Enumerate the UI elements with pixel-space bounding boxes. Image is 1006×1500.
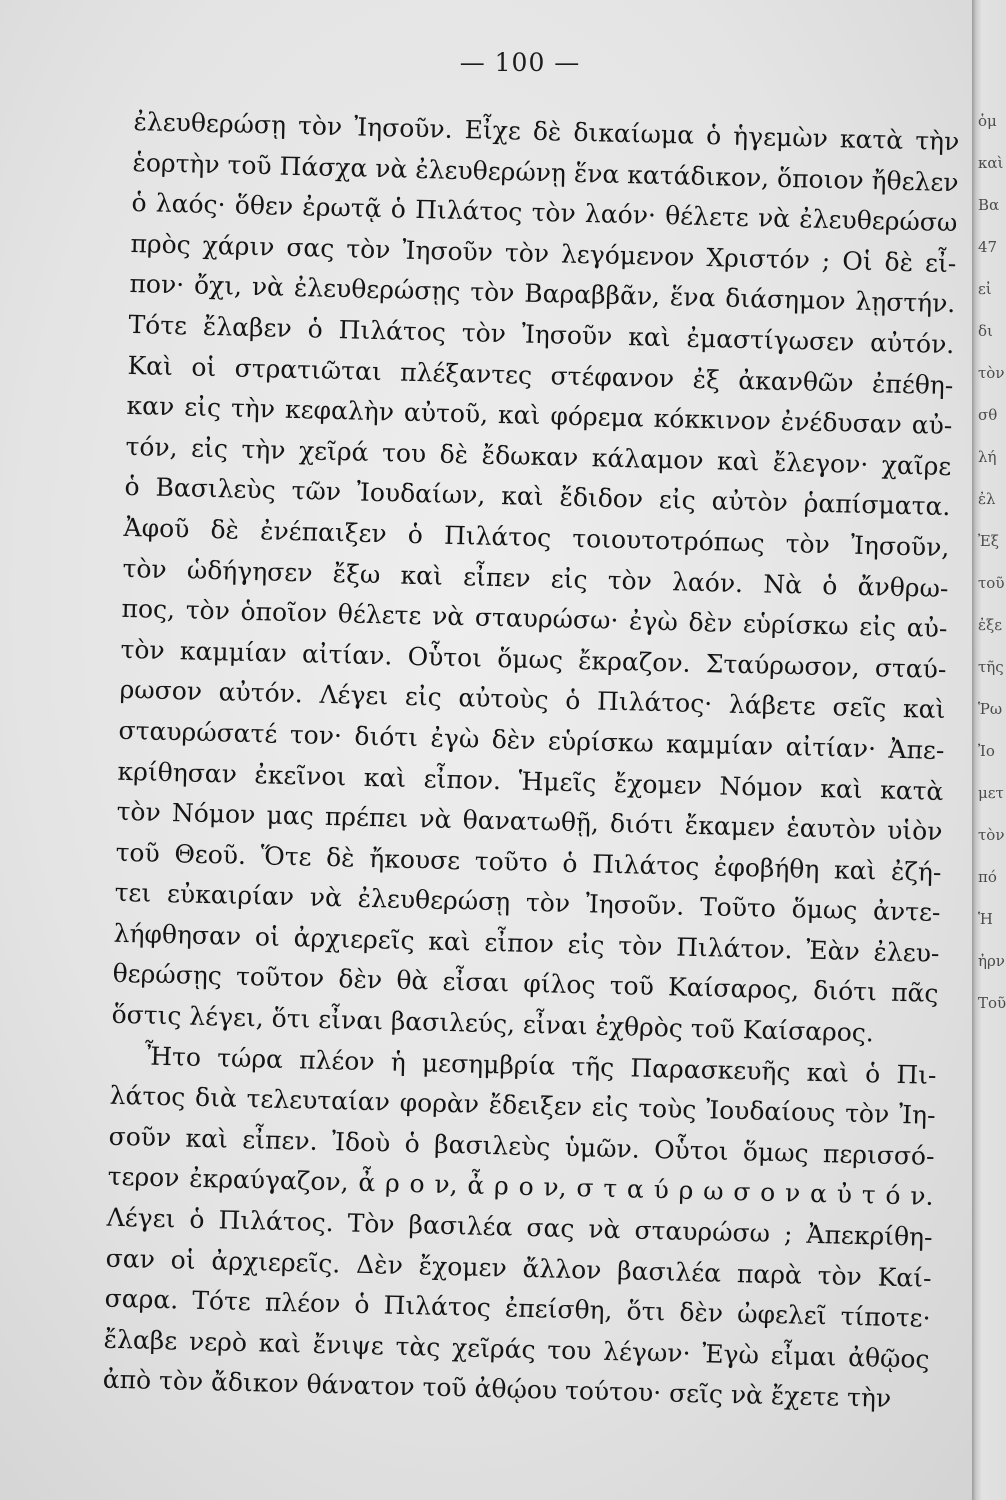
text-line: σταυρώσατέ τον· διότι ἐγὼ δὲν εὑρίσκω καμμίαν αἰτίαν· Ἀπε- <box>118 715 945 765</box>
text-line: Ἀφοῦ δὲ ἐνέπαιξεν ὁ Πιλάτος τοιουτοτρόπως τὸν Ἰησοῦν, <box>123 512 950 562</box>
text-line: Ἦτο τώρα πλέον ἡ μεσημβρία τῆς Παρασκευῆς καὶ ὁ Πι- <box>144 1041 937 1090</box>
adjacent-page-fragment: ἐλ <box>978 490 996 508</box>
text-line: ὁ Βασιλεὺς τῶν Ἰουδαίων, καὶ ἔδιδον εἰς αὐτὸν ῥαπίσματα. <box>124 472 951 522</box>
text-line: τὸν Νόμον μας πρέπει νὰ θανατωθῇ, διότι ἔκαμεν ἑαυτὸν υἱὸν <box>116 796 943 847</box>
adjacent-page-fragment: ἐξε <box>978 616 1003 634</box>
adjacent-page-fragment: ὁμ <box>978 112 997 130</box>
text-line: θερώσῃς τοῦτον δὲν θὰ εἶσαι φίλος τοῦ Καίσαρος, διότι πᾶς <box>112 959 939 1009</box>
text-line: πον· ὄχι, νὰ ἐλευθερώσῃς τὸν Βαραββᾶν, ἕνα διάσημον λῃστήν. <box>129 269 956 319</box>
text-line: Τότε ἔλαβεν ὁ Πιλάτος τὸν Ἰησοῦν καὶ ἐμαστίγωσεν αὐτόν. <box>128 309 955 360</box>
adjacent-page-fragment: Ἰο <box>978 742 995 760</box>
adjacent-page-fragment: ἠρν <box>978 952 1005 970</box>
text-line: καν εἰς τὴν κεφαλὴν αὐτοῦ, καὶ φόρεμα κόκκινον ἐνέδυσαν αὐ- <box>126 391 953 441</box>
text-line: ἔλαβε νερὸ καὶ ἔνιψε τὰς χεῖράς του λέγων· Ἐγὼ εἶμαι ἀθῷος <box>103 1324 930 1374</box>
text-line: Λέγει ὁ Πιλάτος. Τὸν βασιλέα σας νὰ σταυρώσω ; Ἀπεκρίθη- <box>106 1202 933 1252</box>
text-line: πρὸς χάριν σας τὸν Ἰησοῦν τὸν λεγόμενον Χριστόν ; Οἱ δὲ εἶ- <box>130 228 957 278</box>
page-number: — 100 — <box>459 48 581 77</box>
adjacent-page-fragment: Ἐξ <box>978 532 1000 550</box>
adjacent-page-fragment: τοῦ <box>978 574 1005 592</box>
text-line: κρίθησαν ἐκεῖνοι καὶ εἶπον. Ἡμεῖς ἔχομεν Νόμον καὶ κατὰ <box>117 756 944 806</box>
adjacent-page-fragment: 47 <box>978 238 998 256</box>
text-line: ρωσον αὐτόν. Λέγει εἰς αὐτοὺς ὁ Πιλάτος· λάβετε σεῖς καὶ <box>119 675 946 725</box>
adjacent-page-fragment: καὶ <box>978 154 1004 172</box>
text-line: ὁ λαός· ὅθεν ἐρωτᾷ ὁ Πιλάτος τὸν λαόν· θέλετε νὰ ἐλευθερώσω <box>131 188 958 238</box>
text-line: Καὶ οἱ στρατιῶται πλέξαντες στέφανον ἐξ ἀκανθῶν ἐπέθη- <box>127 350 954 400</box>
text-line: λάτος διὰ τελευταίαν φορὰν ἔδειξεν εἰς τοὺς Ἰουδαίους τὸν Ἰη- <box>109 1080 936 1131</box>
adjacent-page-fragment: τὸν <box>978 826 1005 844</box>
text-line: λήφθησαν οἱ ἀρχιερεῖς καὶ εἶπον εἰς τὸν Πιλάτον. Ἐὰν ἐλευ- <box>113 918 940 968</box>
adjacent-page-edge <box>978 100 1006 1024</box>
adjacent-page-fragment: τῆς <box>978 658 1004 676</box>
adjacent-page-fragment: δι <box>978 322 993 340</box>
adjacent-page-fragment: πό <box>978 868 997 886</box>
adjacent-page-fragment: Βα <box>978 196 1000 214</box>
text-line: ὅστις λέγει, ὅτι εἶναι βασιλεύς, εἶναι ἐχθρὸς τοῦ Καίσαρος. <box>111 999 875 1048</box>
adjacent-page-fragment: Τοῦ <box>978 994 1006 1012</box>
text-line: σοῦν καὶ εἶπεν. Ἰδοὺ ὁ βασιλεὺς ὑμῶν. Οὗτοι ὅμως περισσό- <box>108 1121 935 1171</box>
text-line: ἀπὸ τὸν ἄδικον θάνατον τοῦ ἀθῴου τούτου· σεῖς νὰ ἔχετε τὴν <box>102 1365 892 1414</box>
adjacent-page-fragment: Ἡ <box>978 910 993 928</box>
text-line: σαν οἱ ἀρχιερεῖς. Δὲν ἔχομεν ἄλλον βασιλέα παρὰ τὸν Καί- <box>105 1243 932 1293</box>
adjacent-page-fragment: Ῥω <box>978 700 1003 718</box>
adjacent-page-fragment: εἰ <box>978 280 992 298</box>
adjacent-page-fragment: σθ <box>978 406 998 424</box>
text-line: τὸν ὡδήγησεν ἔξω καὶ εἶπεν εἰς τὸν λαόν. Νὰ ὁ ἄνθρω- <box>122 553 949 603</box>
text-line: τοῦ Θεοῦ. Ὅτε δὲ ἤκουσε τοῦτο ὁ Πιλάτος ἐφοβήθη καὶ ἐζή- <box>115 837 942 887</box>
text-line: ἐλευθερώσῃ τὸν Ἰησοῦν. Εἶχε δὲ δικαίωμα ὁ ἡγεμὼν κατὰ τὴν <box>133 106 960 157</box>
text-line: τόν, εἰς τὴν χεῖρά του δὲ ἔδωκαν κάλαμον καὶ ἔλεγον· χαῖρε <box>125 431 952 481</box>
adjacent-page-fragment: τὸν <box>978 364 1005 382</box>
text-line: ἑορτὴν τοῦ Πάσχα νὰ ἐλευθερώνῃ ἕνα κατάδικον, ὅποιον ἤθελεν <box>132 147 959 197</box>
adjacent-page-fragment: λή <box>978 448 997 466</box>
text-line: τὸν καμμίαν αἰτίαν. Οὗτοι ὅμως ἔκραζον. Σταύρωσον, σταύ- <box>120 634 947 684</box>
text-line: σαρα. Τότε πλέον ὁ Πιλάτος ἐπείσθη, ὅτι δὲν ὠφελεῖ τίποτε· <box>104 1283 931 1334</box>
body-text <box>102 102 959 1421</box>
text-line: τερον ἐκραύγαζον, ἆ ρ ο ν, ἆ ρ ο ν, σ τ α ύ ρ ω σ ο ν α ὐ τ ό ν. <box>107 1162 934 1212</box>
text-line: πος, τὸν ὁποῖον θέλετε νὰ σταυρώσω· ἐγὼ δὲν εὑρίσκω εἰς αὐ- <box>121 593 948 644</box>
adjacent-page-fragment: μετ <box>978 784 1004 802</box>
text-line: τει εὐκαιρίαν νὰ ἐλευθερώσῃ τὸν Ἰησοῦν. Τοῦτο ὅμως ἀντε- <box>114 878 941 928</box>
